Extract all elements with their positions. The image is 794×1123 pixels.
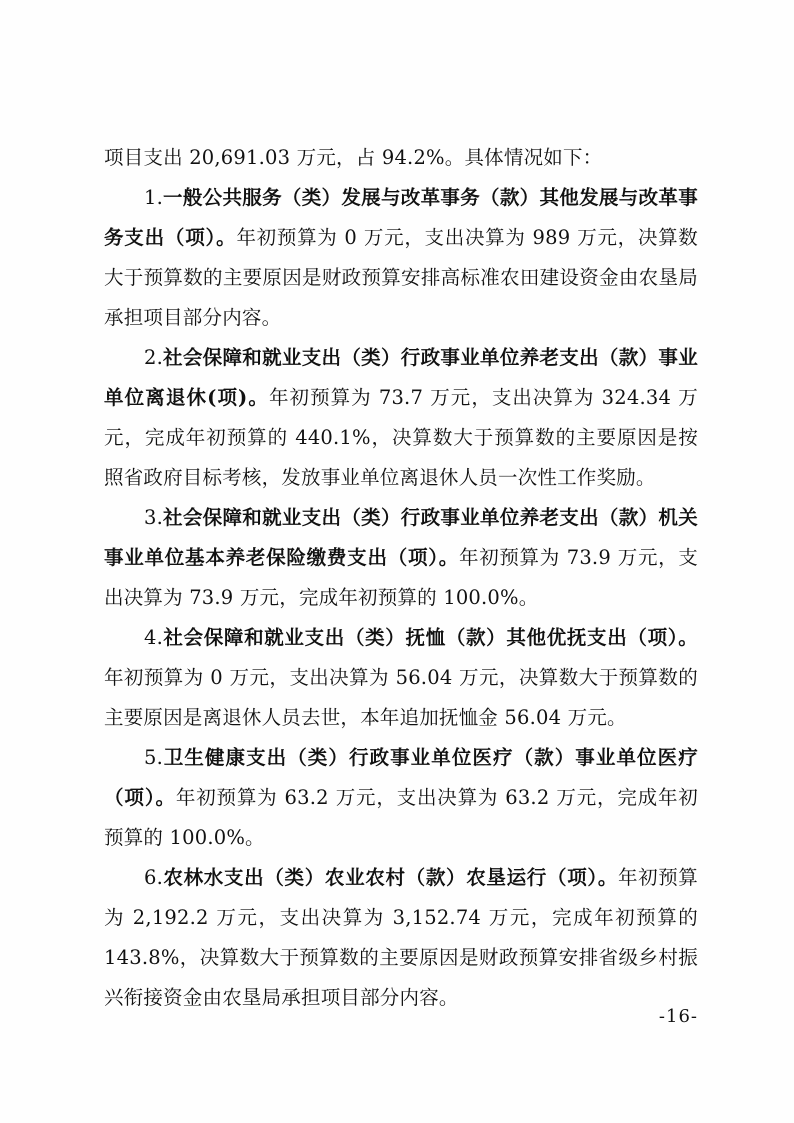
paragraph-text-run: 5. bbox=[143, 746, 163, 769]
document-body bbox=[104, 138, 698, 1018]
paragraph-text-run: 4. bbox=[143, 626, 163, 649]
paragraph bbox=[104, 498, 698, 618]
paragraph bbox=[104, 338, 698, 498]
paragraph-text-run: 3. bbox=[143, 506, 163, 529]
paragraph bbox=[104, 738, 698, 858]
paragraph bbox=[104, 138, 698, 178]
paragraph-text-run: 1. bbox=[143, 186, 163, 209]
paragraph bbox=[104, 178, 698, 338]
paragraph bbox=[104, 618, 698, 738]
paragraph-text-run: 项目支出 20,691.03 万元，占 94.2%。具体情况如下： bbox=[104, 146, 603, 169]
paragraph bbox=[104, 858, 698, 1018]
paragraph-text-run: 2. bbox=[143, 346, 163, 369]
paragraph-heading-run: 社会保障和就业支出（类）抚恤（款）其他优抚支出（项）。 bbox=[162, 626, 698, 649]
paragraph-text-run: 年初预算为 63.2 万元，支出决算为 63.2 万元，完成年初预算的 100.0%。 bbox=[104, 786, 699, 849]
paragraph-text-run: 年初预算为 0 万元，支出决算为 56.04 万元，决算数大于预算数的主要原因是离退休人员去世，本年追加抚恤金 56.04 万元。 bbox=[104, 666, 698, 729]
paragraph-text-run: 6. bbox=[143, 866, 163, 889]
paragraph-text-run: 年初预算为 73.7 万元，支出决算为 324.34 万元，完成年初预算的 440.1%，决算数大于预算数的主要原因是按照省政府目标考核，发放事业单位离退休人员一次性工作奖励。 bbox=[104, 386, 698, 489]
paragraph-heading-run: 农林水支出（类）农业农村（款）农垦运行（项）。 bbox=[162, 866, 619, 889]
paragraph-text-run: 年初预算为 2,192.2 万元，支出决算为 3,152.74 万元，完成年初预算的 143.8%，决算数大于预算数的主要原因是财政预算安排省级乡村振兴衔接资金由农垦局承担项目部分内容。 bbox=[104, 866, 698, 1009]
paragraph-text-run: 年初预算为 73.9 万元，支出决算为 73.9 万元，完成年初预算的 100.0%。 bbox=[104, 546, 698, 609]
page-number: -16- bbox=[658, 1006, 698, 1027]
paragraph-heading-run: 卫生健康支出（类）行政事业单位医疗（款）事业单位医疗（项）。 bbox=[104, 746, 698, 809]
paragraph-heading-run: 社会保障和就业支出（类）行政事业单位养老支出（款）事业单位离退休(项)。 bbox=[104, 346, 698, 409]
paragraph-heading-run: 一般公共服务（类）发展与改革事务（款）其他发展与改革事务支出（项）。 bbox=[104, 186, 698, 249]
paragraph-text-run: 年初预算为 0 万元，支出决算为 989 万元，决算数大于预算数的主要原因是财政预算安排高标准农田建设资金由农垦局承担项目部分内容。 bbox=[104, 226, 698, 329]
paragraph-heading-run: 社会保障和就业支出（类）行政事业单位养老支出（款）机关事业单位基本养老保险缴费支出（项）。 bbox=[104, 506, 698, 569]
